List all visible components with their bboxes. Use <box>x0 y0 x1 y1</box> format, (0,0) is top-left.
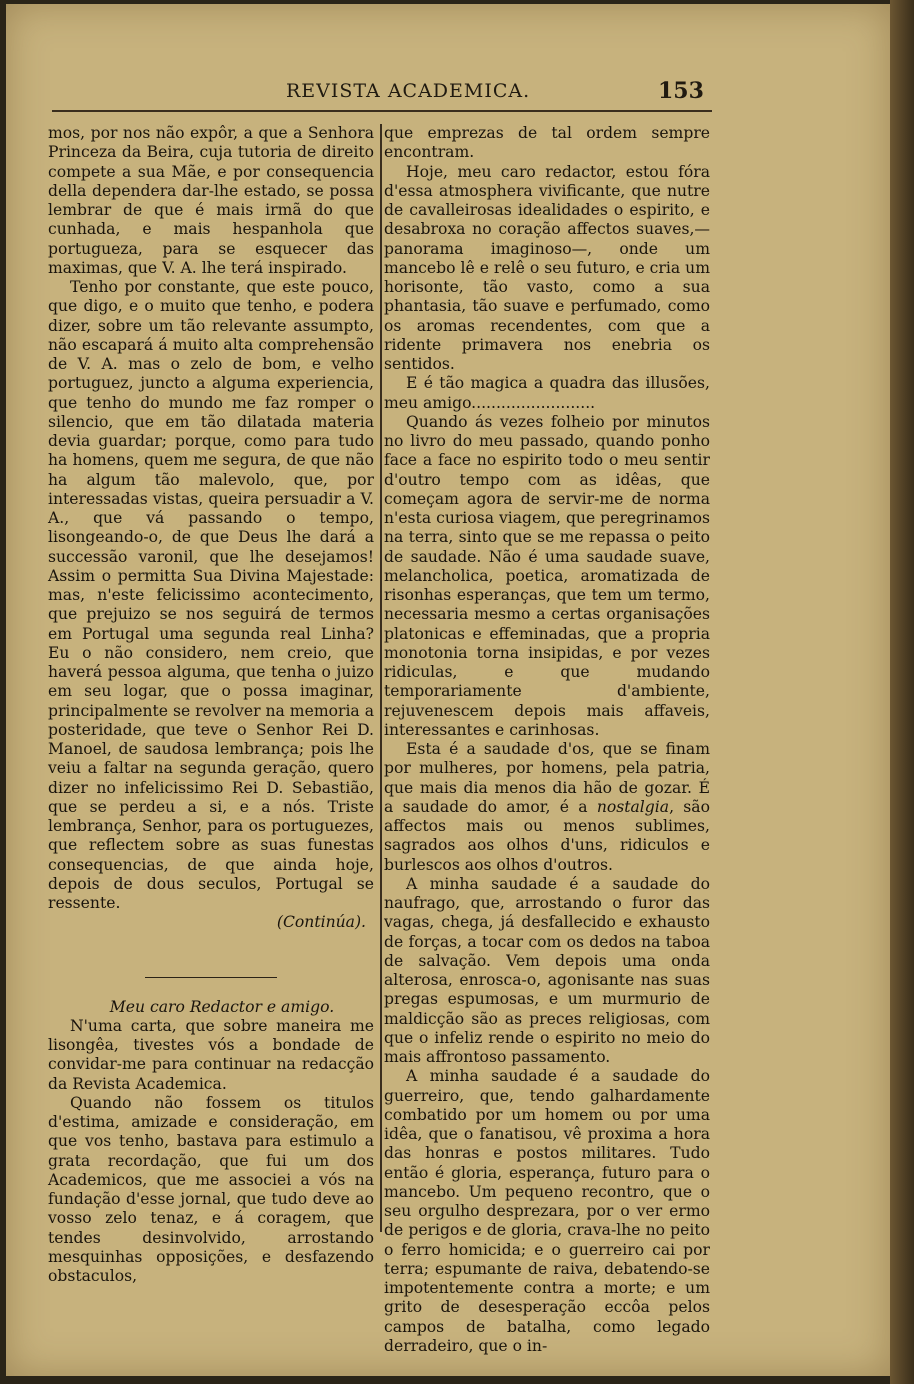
journal-title: REVISTA ACADEMICA. <box>286 80 531 102</box>
header-rule <box>52 110 712 112</box>
right-column <box>384 124 710 1356</box>
italic-term: nostalgia <box>596 797 670 816</box>
paragraph: mos, por nos não expôr, a que a Senhora Princeza da Beira, cuja tutoria de direito compete a sua Mãe, e por consequencia della dependera dar-lhe estado, se possa lembrar de que é mais irmã do que cunhada, e mais hespanhola que portugueza, para se esquecer das maximas, que V. A. lhe terá inspirado. <box>48 124 374 277</box>
letter-salutation: Meu caro Redactor e amigo. <box>109 997 335 1016</box>
page-sheet <box>6 4 890 1376</box>
left-column <box>48 124 374 1286</box>
running-header <box>6 80 890 110</box>
paragraph: A minha saudade é a saudade do guerreiro, que, tendo galhardamente combatido por um homem ou por uma idêa, que o fanatisou, vê proxima a hora das honras e postos militares. Tudo então é gloria, esperança, futuro para o mancebo. Um pequeno recontro, que o seu orgulho desprezara, por o ver ermo de perigos e de gloria, crava-lhe no peito o ferro homicida; e o guerreiro cai por terra; espumante de raiva, debatendo-se impotentemente contra a morte; e um grito de desesperação eccôa pelos campos de batalha, como legado derradeiro, que o in- <box>384 1067 710 1355</box>
paragraph: E é tão magica a quadra das illusões, meu amigo......................... <box>384 374 710 412</box>
paragraph: Tenho por constante, que este pouco, que digo, e o muito que tenho, e podera dizer, sobre um tão relevante assumpto, não escapará á muito alta comprehensão de V. A. mas o zelo de bom, e velho portuguez, juncto a alguma experiencia, que tenho do mundo me faz romper o silencio, que em tão dilatada materia devia guardar; porque, como para tudo ha homens, quem me segura, de que não ha algum tão malevolo, que, por interessadas vistas, queira persuadir a V. A., que vá passando o tempo, lisongeando-o, de que Deus lhe dará a successão varonil, que lhe desejamos! Assim o permitta Sua Divina Majestade: mas, n'este felicissimo acontecimento, que prejuizo se nos seguirá de termos em Portugal uma segunda real Linha? Eu o não considero, nem creio, que haverá pessoa alguma, que tenha o juizo em seu logar, que o possa imaginar, principalmente se revolver na memoria a posteridade, que teve o Senhor Rei D. Manoel, de saudosa lembrança; pois lhe veiu a faltar na segunda geração, quero dizer no infelicissimo Rei D. Sebastião, que se perdeu a si, e a nós. Triste lembrança, Senhor, para os portuguezes, que reflectem sobre as suas funestas consequencias, de que ainda hoje, depois de dous seculos, Portugal se ressente. <box>48 278 374 912</box>
page-number: 153 <box>658 78 704 104</box>
paragraph: que emprezas de tal ordem sempre encontram. <box>384 124 710 162</box>
continua-note: (Continúa). <box>276 913 366 932</box>
paragraph: Hoje, meu caro redactor, estou fóra d'essa atmosphera vivificante, que nutre de cavalleirosas idealidades o espirito, e desabroxa no coração affectos suaves,—panorama imaginoso—, onde um mancebo lê e relê o seu futuro, e cria um horisonte, tão vasto, como a sua phantasia, tão suave e perfumado, como os aromas recendentes, com que a ridente primavera nos enebria os sentidos. <box>384 162 710 373</box>
book-edge <box>890 0 914 1384</box>
paragraph-text: , são affectos mais ou menos sublimes, sagrados aos olhos d'uns, ridiculos e burlescos aos olhos d'outros. <box>384 797 710 874</box>
paragraph <box>384 740 710 875</box>
column-divider <box>380 124 382 1232</box>
paragraph-text: Esta é a saudade d'os, que se finam por mulheres, por homens, pela patria, que mais dia menos dia hão de gozar. É a saudade do amor, é a <box>384 740 710 816</box>
paragraph: Quando não fossem os titulos d'estima, amizade e consideração, em que vos tenho, bastava para estimulo a grata recordação, que fui um dos Academicos, que me associei a vós na fundação d'esse jornal, que tudo deve ao vosso zelo tenaz, e á coragem, que tendes desinvolvido, arrostando mesquinhas opposições, e desfazendo obstaculos, <box>48 1093 374 1285</box>
paragraph: N'uma carta, que sobre maneira me lisongêa, tivestes vós a bondade de convidar-me para continuar na redacção da Revista Academica. <box>48 1016 374 1093</box>
paragraph: Quando ás vezes folheio por minutos no livro do meu passado, quando ponho face a face no espirito todo o meu sentir d'outro tempo com as idêas, que começam agora de servir-me de norma n'esta curiosa viagem, que peregrinamos na terra, sinto que se me repassa o peito de saudade. Não é uma saudade suave, melancholica, poetica, aromatizada de risonhas esperanças, que tem um termo, necessaria mesmo a certas organisações platonicas e effeminadas, que a propria monotonia torna insipidas, e por vezes ridiculas, e que mudando temporariamente d'ambiente, rejuvenescem depois mais affaveis, interessantes e carinhosas. <box>384 412 710 739</box>
paragraph: A minha saudade é a saudade do naufrago, que, arrostando o furor das vagas, chega, já desfallecido e exhausto de forças, a tocar com os dedos na taboa de salvação. Vem depois uma onda alterosa, enrosca-o, agonisante nas suas pregas espumosas, e um murmurio de maldicção são as preces religiosas, com que o infeliz rende o espirito no meio do mais affrontoso passamento. <box>384 874 710 1066</box>
section-separator <box>145 977 277 978</box>
